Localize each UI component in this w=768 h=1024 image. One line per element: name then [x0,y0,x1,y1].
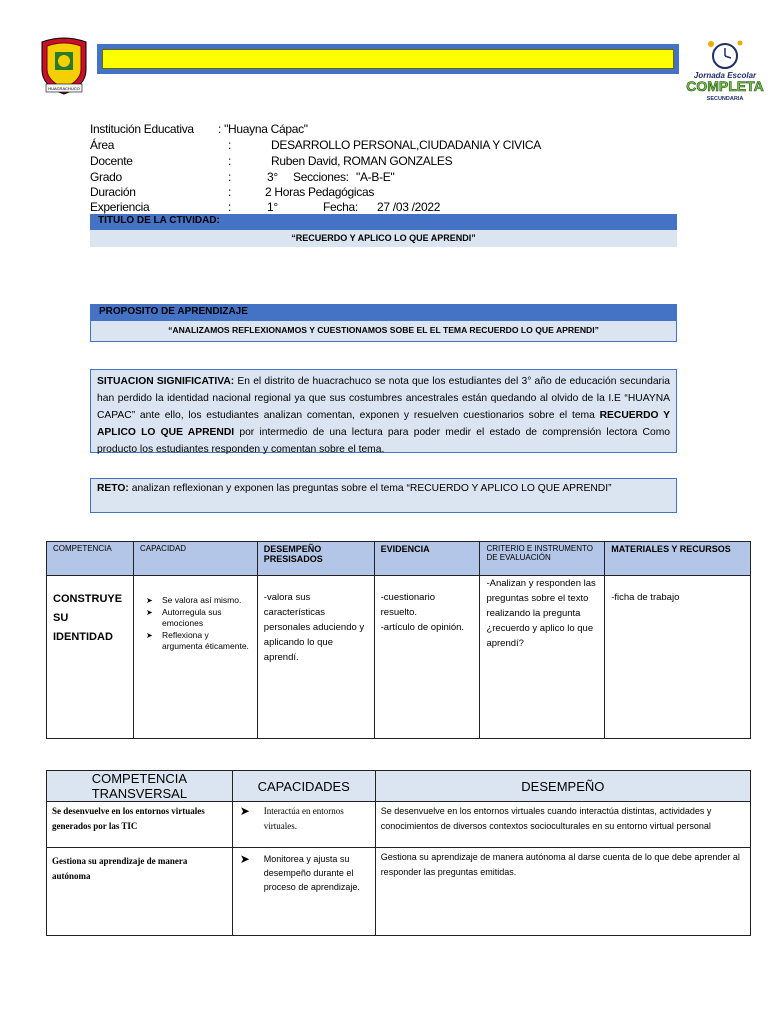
table-row [47,576,751,739]
secciones-value: "A-B-E" [356,170,395,184]
transversal-header-row [47,771,751,802]
grado-value: 3° [267,170,278,184]
situacion-highlight: RECUERDO Y APLICO LO QUE APRENDI [97,410,670,438]
header-desempeno-transversal: DESEMPEÑO [375,771,750,802]
docente-value: Ruben David, ROMAN GONZALES [271,154,453,168]
header-capacidades: CAPACIDADES [232,771,375,802]
reto-text: analizan reflexionan y exponen las preguntas sobre el tema “RECUERDO Y APLICO LO QUE APRENDI” [128,483,612,494]
situacion-text-1: En el distrito de huacrachuco se nota que los estudiantes del 3° año de educación secundaria han perdido la identidad nacional regional ya que sus costumbres ancestrales están quedando al olvido de la I.E “HUAYNA CAPAC” ante ello, los estudiantes analizan comentan, exponen y resuelven cuestionarios sobre el tema [97,376,670,421]
transversal-capacidad-item: ➤ Interactúa en entornos virtuales. [238,804,370,834]
evidencia-2: -artículo de opinión. [380,622,465,633]
duracion-label: Duración [90,185,136,199]
titulo-value: “RECUERDO Y APLICO LO QUE APRENDI” [291,233,476,243]
cell-evidencia [374,576,480,739]
experiencia-label: Experiencia [90,200,150,214]
header-competencia: COMPETENCIA [47,542,134,576]
grado-label: Grado [90,170,122,184]
competencia-transversal-table [46,770,751,936]
experiencia-value: 1° [267,200,278,214]
proposito-value-box [90,320,677,342]
duracion-colon: : [228,185,232,199]
table-row [47,802,751,848]
reto-label: RETO: [97,483,129,494]
logo-line1: Jornada Escolar [693,71,757,80]
header-competencia-transversal: COMPETENCIA TRANSVERSAL [47,771,233,802]
info-row-grado [90,169,690,185]
situacion-significativa [90,369,677,453]
transversal-competencia: Se desenvuelve en los entornos virtuales generados por las TIC [47,802,233,848]
transversal-capacidad-item: ➤ Monitorea y ajusta su desempeño durante el proceso de aprendizaje. [238,852,370,894]
cell-criterio: -Analizan y responden las preguntas sobre el texto realizando la pregunta ¿recuerdo y aplico lo que aprendí? [480,576,605,739]
docente-label: Docente [90,154,133,168]
header-capacidad: CAPACIDAD [133,542,257,576]
competencia-table [46,541,751,739]
cell-capacidad [133,576,257,739]
area-label: Área [90,138,115,152]
duracion-value: 2 Horas Pedagógicas [265,185,375,199]
header-criterio: CRITERIO E INSTRUMENTO DE EVALUACIÓN [480,542,605,576]
table-header-row [47,542,751,576]
institucion-value: : "Huayna Cápac" [218,122,308,136]
capacidad-item: ➤ Autorregula sus emociones [140,607,251,629]
header-banner [97,44,679,74]
titulo-label: TITULO DE LA CTIVIDAD: [98,215,220,226]
info-row-docente [90,153,690,169]
proposito-label: PROPOSITO DE APRENDIZAJE [99,306,248,317]
docente-colon: : [228,154,232,168]
capacidad-item: ➤ Reflexiona y argumenta éticamente. [140,630,251,652]
info-row-area [90,137,690,153]
transversal-capacidad [232,848,375,936]
jornada-escolar-completa-logo [683,38,767,104]
secciones-label: Secciones: [293,170,349,184]
header-evidencia: EVIDENCIA [374,542,480,576]
proposito-value: “ANALIZAMOS REFLEXIONAMOS Y CUESTIONAMOS SOBE EL EL TEMA RECUERDO LO QUE APRENDI” [168,325,599,335]
info-row-institucion [90,121,690,137]
fecha-label: Fecha: [323,200,358,214]
logo-line3: SECUNDARIA [706,96,744,102]
logo-line2: COMPLETA [686,78,764,94]
table-row [47,848,751,936]
proposito-header [90,304,677,320]
transversal-desempeno: Se desenvuelve en los entornos virtuales cuando interactúa distintas, actividades y conocimientos de diversos contextos socioculturales en su entorno virtual personal [375,802,750,848]
titulo-header [90,214,677,230]
cell-competencia: CONSTRUYE SU IDENTIDAD [47,576,134,739]
transversal-competencia: Gestiona su aprendizaje de manera autónoma [47,848,233,936]
fecha-value: 27 /03 /2022 [377,200,441,214]
reto-box [90,478,677,513]
info-row-experiencia [90,199,690,215]
transversal-desempeno: Gestiona su aprendizaje de manera autónoma al darse cuenta de lo que debe aprender al responder las preguntas emitidas. [375,848,750,936]
header-desempeno: DESEMPEÑO PRESISADOS [257,542,374,576]
grado-colon: : [228,170,232,184]
transversal-capacidad [232,802,375,848]
info-row-duracion [90,184,690,200]
crest-ribbon-text: HUACRACHUCO [48,86,80,91]
evidencia-1: -cuestionario resuelto. [380,592,436,618]
school-crest-logo [38,36,90,96]
situacion-text-2: por intermedio de una lectura para poder medir el estado de comprensión lectora Como producto los estudiantes responden y comentan sobre el tema. [97,427,670,455]
capacidad-item: ➤ Se valora así mismo. [140,595,251,606]
titulo-value-box [90,230,677,247]
cell-materiales: -ficha de trabajo [605,576,751,739]
header-materiales: MATERIALES Y RECURSOS [605,542,751,576]
experiencia-colon: : [228,200,232,214]
cell-desempeno: -valora sus características personales aduciendo y aplicando lo que aprendí. [257,576,374,739]
situacion-label: SITUACION SIGNIFICATIVA: [97,376,235,387]
area-colon: : [228,138,232,152]
institucion-label: Institución Educativa [90,122,194,136]
area-value: DESARROLLO PERSONAL,CIUDADANIA Y CIVICA [271,138,541,152]
